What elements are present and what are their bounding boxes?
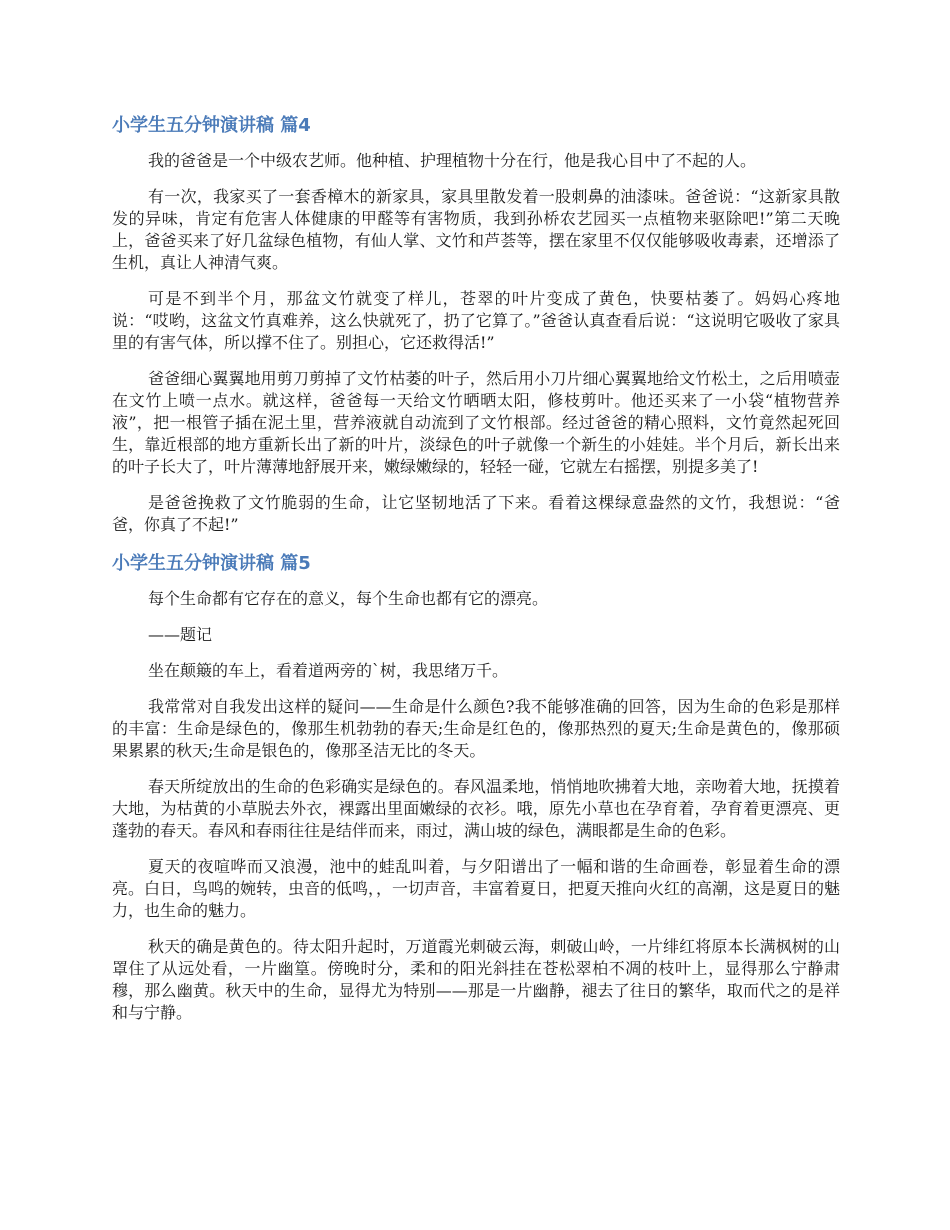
paragraph: 秋天的确是黄色的。待太阳升起时，万道霞光刺破云海，刺破山岭，一片绯红将原本长满枫树的山罩住了从远处看，一片幽篁。傍晚时分，柔和的阳光斜挂在苍松翠柏不凋的枝叶上，显得那么宁静肃穆，那么幽黄。秋天中的生命，显得尤为特别——那是一片幽静，褪去了往日的繁华，取而代之的是祥和与宁静。 [112,937,840,1022]
paragraph: 有一次，我家买了一套香樟木的新家具，家具里散发着一股刺鼻的油漆味。爸爸说：“这新家具散发的异味，肯定有危害人体健康的甲醛等有害物质，我到孙桥农艺园买一点植物来驱除吧!”第二天晚上，爸爸买来了好几盆绿色植物，有仙人掌、文竹和芦荟等，摆在家里不仅仅能够吸收毒素，还增添了生机，真让人神清气爽。 [112,187,840,272]
paragraph: 每个生命都有它存在的意义，每个生命也都有它的漂亮。 [148,589,549,608]
paragraph: 我常常对自我发出这样的疑问——生命是什么颜色?我不能够准确的回答，因为生命的色彩是那样的丰富：生命是绿色的，像那生机勃勃的春天;生命是红色的，像那热烈的夏天;生命是黄色的，像那硕果累累的秋天;生命是银色的，像那圣洁无比的冬天。 [112,697,840,760]
paragraph: 春天所绽放出的生命的色彩确实是绿色的。春风温柔地，悄悄地吹拂着大地，亲吻着大地，抚摸着大地，为枯黄的小草脱去外衣，裸露出里面嫩绿的衣衫。哦，原先小草也在孕育着，孕育着更漂亮、更蓬勃的春天。春风和春雨往往是结伴而来，雨过，满山坡的绿色，满眼都是生命的色彩。 [112,777,840,840]
section-4 [112,112,840,536]
paragraph: 我的爸爸是一个中级农艺师。他种植、护理植物十分在行，他是我心目中了不起的人。 [148,151,757,170]
document-page [112,112,840,1038]
paragraph: ——题记 [148,625,213,644]
paragraph: 爸爸细心翼翼地用剪刀剪掉了文竹枯萎的叶子，然后用小刀片细心翼翼地给文竹松土，之后用喷壶在文竹上喷一点水。就这样，爸爸每一天给文竹晒晒太阳，修枝剪叶。他还买来了一小袋“植物营养液”，把一根管子插在泥土里，营养液就自动流到了文竹根部。经过爸爸的精心照料，文竹竟然起死回生，靠近根部的地方重新长出了新的叶片，淡绿色的叶子就像一个新生的小娃娃。半个月后，新长出来的叶子长大了，叶片薄薄地舒展开来，嫩绿嫩绿的，轻轻一碰，它就左右摇摆，别提多美了! [112,369,840,476]
section-title: 小学生五分钟演讲稿 篇5 [112,553,311,574]
paragraph: 是爸爸挽救了文竹脆弱的生命，让它坚韧地活了下来。看着这棵绿意盎然的文竹，我想说：“爸爸，你真了不起!” [112,493,840,534]
section-title: 小学生五分钟演讲稿 篇4 [112,115,311,136]
paragraph: 可是不到半个月，那盆文竹就变了样儿，苍翠的叶片变成了黄色，快要枯萎了。妈妈心疼地说：“哎哟，这盆文竹真难养，这么快就死了，扔了它算了。”爸爸认真查看后说：“这说明它吸收了家具里的有害气体，所以撑不住了。别担心，它还救得活!” [112,289,840,352]
paragraph: 夏天的夜喧哗而又浪漫，池中的蛙乱叫着，与夕阳谱出了一幅和谐的生命画卷，彰显着生命的漂亮。白日，鸟鸣的婉转，虫音的低鸣，，一切声音，丰富着夏日，把夏天推向火红的高潮，这是夏日的魅力，也生命的魅力。 [112,857,841,920]
paragraph: 坐在颠簸的车上，看着道两旁的`树，我思绪万千。 [148,661,509,680]
section-5 [112,550,840,1024]
